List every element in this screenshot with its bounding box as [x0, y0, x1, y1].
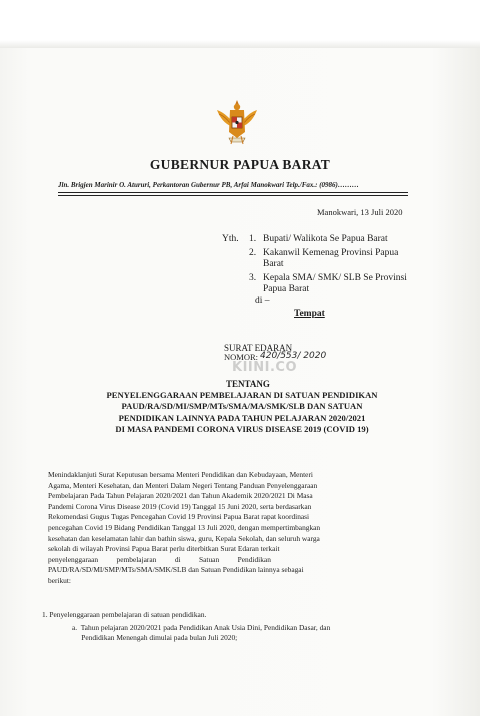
letter-date: Manokwari, 13 Juli 2020 [317, 207, 403, 217]
subject-block [60, 390, 424, 435]
letterhead-address: Jln. Brigjen Marinir O. Atururi, Perkantoran Gubernur PB, Arfai Manokwari Telp./Fax.: (0986)……… [58, 181, 359, 189]
subject-heading: TENTANG [226, 379, 270, 389]
recipient-line: Papua Barat [263, 284, 310, 294]
body-line: kesehatan dan keselamatan lahir dan bathin siswa, guru, Kepala Sekolah, dan seluruh warga [48, 533, 320, 543]
body-line: Rekomendasi Gugus Tugas Pencegahan Covid 19 Provinsi Papua Barat rapat koordinasi [48, 512, 310, 522]
recipient-line: Bupati/ Walikota Se Papua Barat [263, 234, 388, 244]
recipient-number: 3. [249, 273, 257, 283]
list-subitem-line: a. Tahun pelajaran 2020/2021 pada Pendidikan Anak Usia Dini, Pendidikan Dasar, dan [72, 623, 331, 632]
recipient-di: di – [255, 296, 270, 306]
body-line: Pandemi Corona Virus Disease 2019 (Covid 19) Tanggal 15 Juni 2020, serta berdasarkan [48, 501, 312, 511]
subject-line: PENYELENGGARAAN PEMBELAJARAN DI SATUAN PENDIDIKAN [106, 390, 378, 400]
letterhead-rule-thick [58, 192, 408, 193]
body-line: sekolah di wilayah Provinsi Papua Barat perlu diterbitkan Surat Edaran terkait [48, 544, 280, 554]
recipient-line: Kepala SMA/ SMK/ SLB Se Provinsi [263, 273, 407, 283]
list-subitem [72, 623, 330, 644]
subject-line: PAUD/RA/SD/MI/SMP/MTs/SMA/MA/SMK/SLB DAN SATUAN [121, 401, 363, 412]
body-line: PAUD/RA/SD/MI/SMP/MTs/SMA/SMK/SLB dan Satuan Pendidikan lainnya sebagai [48, 565, 304, 575]
recipient-line: Kakanwil Kemenag Provinsi Papua [263, 248, 399, 258]
garuda-emblem-icon [215, 96, 259, 148]
list-item: 1. Penyelenggaraan pembelajaran di satuan pendidikan. [42, 610, 207, 619]
subject-line: PENDIDIKAN LAINNYA PADA TAHUN PELAJARAN 2020/2021 [118, 412, 366, 423]
watermark: KIINI.CO [232, 360, 297, 375]
letter-type: SURAT EDARAN [224, 343, 293, 353]
subject-line: DI MASA PANDEMI CORONA VIRUS DISEASE 2019 (COVID 19) [115, 423, 369, 434]
letter-number-label: NOMOR: [224, 352, 259, 362]
body-paragraph [48, 470, 432, 587]
body-line: Agama, Menteri Kesehatan, dan Menteri Dalam Negeri Tentang Panduan Penyelenggaraan [48, 480, 318, 490]
recipient-salutation: Yth. [222, 234, 239, 244]
recipient-line: Barat [263, 259, 284, 269]
list-subitem-line: Pendidikan Menengah dimulai pada bulan Juli 2020; [72, 633, 238, 643]
body-line: Pembelajaran Pada Tahun Pelajaran 2020/2021 dan Tahun Akademik 2020/2021 Di Masa [48, 491, 313, 501]
letter-number-handwritten: 420/553/ 2020 [260, 351, 327, 361]
recipient-tempat: Tempat [294, 309, 325, 319]
letterhead-rule-thin [58, 195, 408, 196]
body-line: berikut: [48, 575, 71, 585]
body-line: Menindaklanjuti Surat Keputusan bersama Menteri Pendidikan dan Kebudayaan, Menteri [48, 470, 313, 479]
body-line: pencegahan Covid 19 Bidang Pendidikan Tanggal 13 Juli 2020, dengan mempertimbangkan [48, 522, 321, 532]
recipient-number: 2. [249, 248, 257, 258]
governor-title: GUBERNUR PAPUA BARAT [149, 157, 331, 172]
recipient-number: 1. [249, 234, 257, 244]
body-line: penyelenggaraan pembelajaran di Satuan Pendidikan [48, 554, 271, 564]
